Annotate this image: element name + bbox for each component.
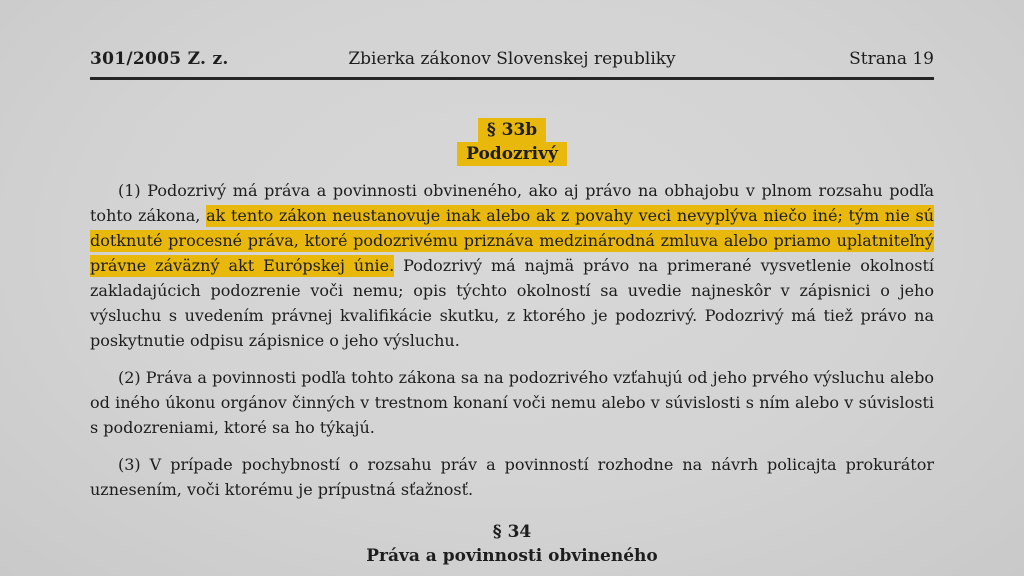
section-34-title: Práva a povinnosti obvineného [366, 546, 658, 566]
paragraph-text: (2) Práva a povinnosti podľa tohto zákona sa na podozrivého vzťahujú od jeho prvého výsluchu alebo od iného úkonu orgánov činných v trestnom konaní voči nemu alebo v súvislosti s ním alebo v súvislosti s podozreniami, ktoré sa ho týkajú. [90, 368, 934, 437]
page-number: Strana 19 [849, 49, 934, 69]
section-33b-heading [90, 118, 934, 166]
highlighted-passage: ak tento zákon neustanovuje inak alebo ak z povahy veci nevyplýva niečo iné; tým nie sú dotknuté procesné práva, ktoré podozrivému priznáva medzinárodná zmluva alebo priamo uplatniteľný právne záväzný akt Európskej únie. [90, 206, 935, 275]
gazette-title: Zbierka zákonov Slovenskej republiky [348, 49, 676, 69]
gazette-page [90, 0, 934, 568]
section-33b-body [90, 178, 934, 502]
legal-paragraph [90, 365, 934, 440]
page-header [90, 0, 934, 70]
section-34-number: § 34 [492, 522, 532, 542]
paragraph-text: Podozrivý má najmä právo na primerané vysvetlenie okolností zakladajúcich podozrenie voči nemu; opis týchto okolností sa uvedie najneskôr v zápisnici o jeho výsluchu s uvedením právnej kvalifikácie skutku, z ktorého je podozrivý. Podozrivý má tiež právo na poskytnutie odpisu zápisnice o jeho výsluchu. [90, 256, 934, 350]
legal-paragraph [90, 452, 934, 502]
section-33b-title-line [90, 142, 934, 166]
paragraph-text: (1) Podozrivý má práva a povinnosti obvineného, ako aj právo na obhajobu v plnom rozsahu podľa tohto zákona, [90, 181, 934, 225]
section-33b-title: Podozrivý [457, 142, 567, 166]
section-34-heading [90, 520, 934, 568]
legal-paragraph [90, 178, 934, 353]
document-number: 301/2005 Z. z. [90, 49, 229, 69]
section-33b-number: § 33b [478, 118, 546, 142]
header-rule [90, 77, 934, 80]
paragraph-text: (3) V prípade pochybností o rozsahu práv a povinností rozhodne na návrh policajta prokurátor uznesením, voči ktorému je prípustná sťažnosť. [90, 455, 934, 499]
section-33b-number-line [90, 118, 934, 142]
